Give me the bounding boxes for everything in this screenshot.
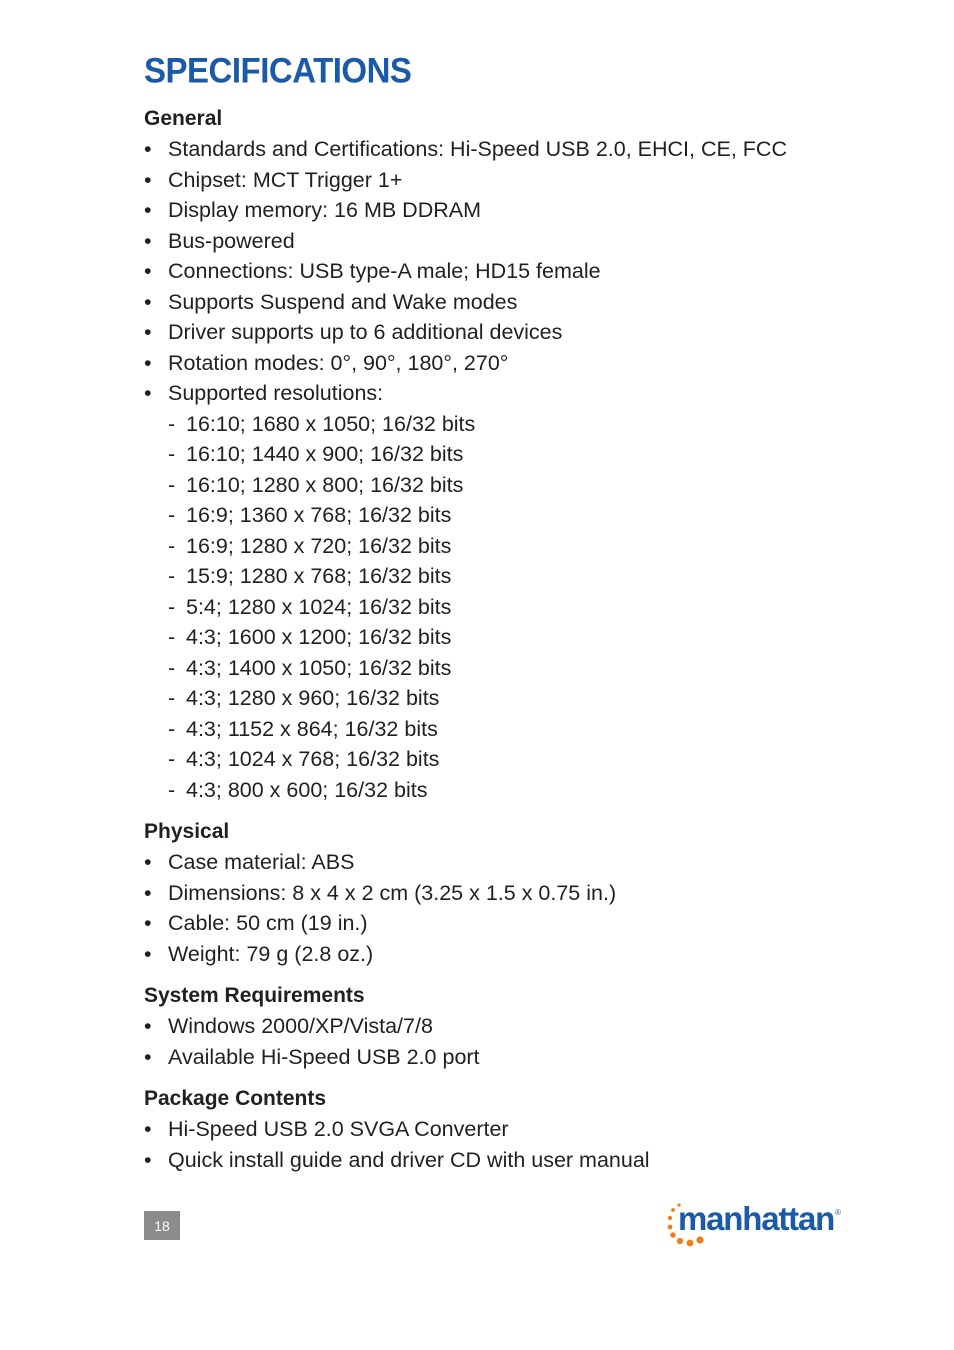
- specifications-content: [144, 104, 904, 1187]
- dash-icon: -: [168, 503, 176, 527]
- resolution-text: 16:9; 1280 x 720; 16/32 bits: [186, 533, 452, 558]
- list-item: [144, 1042, 904, 1073]
- section-title-package-contents: Package Contents: [144, 1087, 327, 1110]
- list-item-text: Available Hi-Speed USB 2.0 port: [168, 1044, 480, 1069]
- bullet-icon: •: [144, 228, 152, 253]
- resolution-text: 4:3; 1600 x 1200; 16/32 bits: [186, 625, 452, 649]
- bullet-icon: •: [144, 1147, 152, 1172]
- resolution-text: 4:3; 1152 x 864; 16/32 bits: [186, 716, 438, 741]
- list-item: [144, 195, 904, 226]
- section-title-general: General: [144, 107, 223, 130]
- list-item: [144, 317, 904, 348]
- resolution-item: [168, 439, 904, 470]
- resolution-item: [168, 531, 904, 562]
- resolution-text: 16:10; 1280 x 800; 16/32 bits: [186, 472, 464, 497]
- dash-icon: -: [168, 594, 176, 619]
- general-list: [144, 134, 904, 805]
- resolution-item: [168, 592, 904, 623]
- list-item: [144, 226, 904, 257]
- list-item-text: Quick install guide and driver CD with user manual: [168, 1147, 650, 1172]
- list-item: [144, 878, 904, 909]
- list-item-text: Chipset: MCT Trigger 1+: [168, 167, 403, 192]
- dash-icon: -: [168, 411, 176, 436]
- package-contents-list: [144, 1114, 904, 1175]
- list-item: [144, 1114, 904, 1145]
- resolution-text: 4:3; 1280 x 960; 16/32 bits: [186, 686, 440, 710]
- list-item-text: Supported resolutions:: [168, 381, 384, 405]
- resolution-item: [168, 744, 904, 775]
- section-physical: [144, 817, 904, 969]
- resolution-text: 4:3; 1400 x 1050; 16/32 bits: [186, 655, 452, 680]
- dash-icon: -: [168, 625, 176, 649]
- system-requirements-list: [144, 1011, 904, 1072]
- list-item-text: Standards and Certifications: Hi-Speed USB 2.0, EHCI, CE, FCC: [168, 137, 787, 161]
- resolution-text: 16:10; 1680 x 1050; 16/32 bits: [186, 411, 476, 436]
- list-item: [144, 378, 904, 805]
- bullet-icon: •: [144, 1117, 152, 1141]
- list-item-text: Windows 2000/XP/Vista/7/8: [168, 1014, 433, 1038]
- bullet-icon: •: [144, 320, 152, 344]
- dash-icon: -: [168, 747, 176, 771]
- dash-icon: -: [168, 442, 176, 466]
- section-general: [144, 104, 904, 805]
- resolution-item: [168, 561, 904, 592]
- bullet-icon: •: [144, 167, 152, 192]
- list-item-text: Dimensions: 8 x 4 x 2 cm (3.25 x 1.5 x 0.75 in.): [168, 880, 617, 905]
- registered-mark: ®: [835, 1208, 841, 1217]
- page-number-badge: 18: [144, 1211, 180, 1240]
- list-item-text: Weight: 79 g (2.8 oz.): [168, 941, 374, 966]
- section-system-requirements: [144, 981, 904, 1072]
- list-item-text: Display memory: 16 MB DDRAM: [168, 198, 481, 222]
- bullet-icon: •: [144, 911, 152, 935]
- bullet-icon: •: [144, 198, 152, 222]
- resolution-text: 5:4; 1280 x 1024; 16/32 bits: [186, 594, 452, 619]
- list-item-text: Rotation modes: 0°, 90°, 180°, 270°: [168, 350, 509, 375]
- bullet-icon: •: [144, 1014, 152, 1038]
- dash-icon: -: [168, 655, 176, 680]
- bullet-icon: •: [144, 137, 152, 161]
- bullet-icon: •: [144, 259, 152, 283]
- resolution-item: [168, 775, 904, 806]
- list-item-text: Bus-powered: [168, 228, 295, 253]
- logo-wordmark: manhattan: [678, 1200, 835, 1237]
- dash-icon: -: [168, 686, 176, 710]
- physical-list: [144, 847, 904, 969]
- resolution-text: 4:3; 800 x 600; 16/32 bits: [186, 777, 428, 802]
- bullet-icon: •: [144, 850, 152, 874]
- dash-icon: -: [168, 533, 176, 558]
- list-item-text: Hi-Speed USB 2.0 SVGA Converter: [168, 1117, 509, 1141]
- section-title-physical: Physical: [144, 820, 230, 843]
- bullet-icon: •: [144, 350, 152, 375]
- dash-icon: -: [168, 472, 176, 497]
- resolution-text: 15:9; 1280 x 768; 16/32 bits: [186, 564, 452, 588]
- dash-icon: -: [168, 564, 176, 588]
- resolution-item: [168, 714, 904, 745]
- resolution-item: [168, 500, 904, 531]
- list-item: [144, 1011, 904, 1042]
- bullet-icon: •: [144, 1044, 152, 1069]
- bullet-icon: •: [144, 880, 152, 905]
- resolution-text: 4:3; 1024 x 768; 16/32 bits: [186, 747, 440, 771]
- list-item-text: Supports Suspend and Wake modes: [168, 289, 518, 314]
- resolution-item: [168, 653, 904, 684]
- list-item: [144, 847, 904, 878]
- resolution-item: [168, 409, 904, 440]
- section-package-contents: [144, 1084, 904, 1175]
- dash-icon: -: [168, 777, 176, 802]
- bullet-icon: •: [144, 941, 152, 966]
- resolution-item: [168, 622, 904, 653]
- list-item: [144, 287, 904, 318]
- resolutions-list: [168, 409, 904, 806]
- list-item: [144, 908, 904, 939]
- resolution-item: [168, 470, 904, 501]
- page-title: SPECIFICATIONS: [144, 50, 412, 90]
- list-item-text: Case material: ABS: [168, 850, 355, 874]
- list-item: [144, 165, 904, 196]
- list-item-text: Connections: USB type-A male; HD15 female: [168, 259, 601, 283]
- list-item-text: Driver supports up to 6 additional devices: [168, 320, 563, 344]
- dash-icon: -: [168, 716, 176, 741]
- bullet-icon: •: [144, 289, 152, 314]
- list-item: [144, 1145, 904, 1176]
- manhattan-logo: [664, 1198, 844, 1252]
- list-item: [144, 134, 904, 165]
- resolution-text: 16:10; 1440 x 900; 16/32 bits: [186, 442, 464, 466]
- bullet-icon: •: [144, 381, 152, 405]
- section-title-system-requirements: System Requirements: [144, 984, 365, 1007]
- list-item-text: Cable: 50 cm (19 in.): [168, 911, 368, 935]
- list-item: [144, 939, 904, 970]
- resolution-item: [168, 683, 904, 714]
- list-item: [144, 348, 904, 379]
- list-item: [144, 256, 904, 287]
- resolution-text: 16:9; 1360 x 768; 16/32 bits: [186, 503, 452, 527]
